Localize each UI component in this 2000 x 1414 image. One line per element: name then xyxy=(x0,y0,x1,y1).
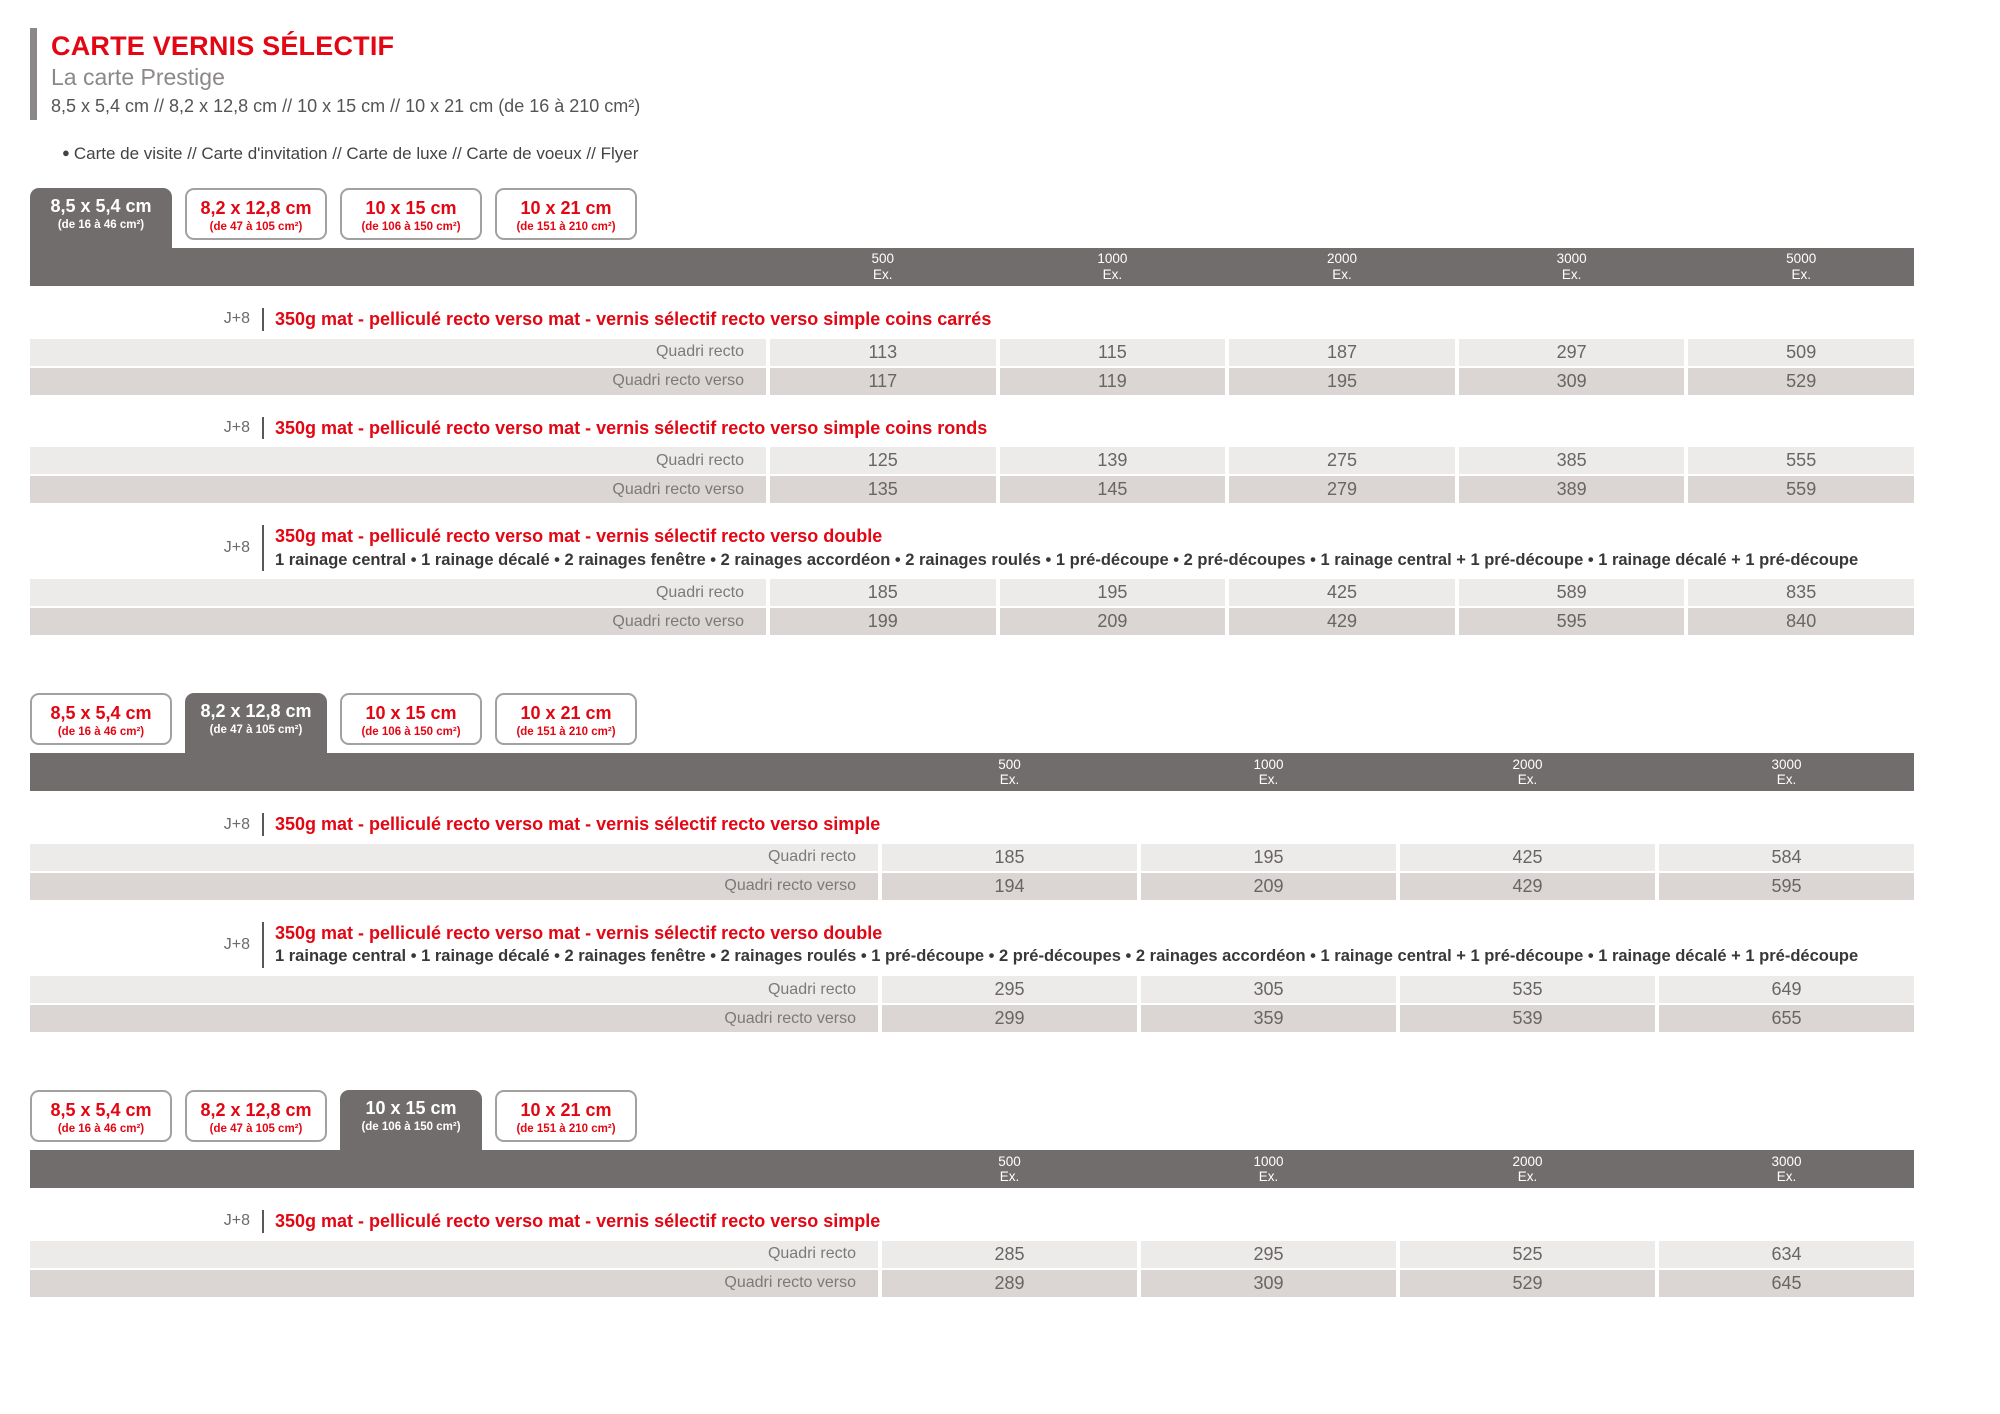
price-cell xyxy=(1659,844,1914,871)
quantity-value: 3000 xyxy=(1771,756,1802,772)
quantity-unit: Ex. xyxy=(999,772,1020,788)
row-label-text: Quadri recto xyxy=(767,1245,856,1263)
price-cell xyxy=(882,976,1137,1003)
product-title: 350g mat - pelliculé recto verso mat - vernis sélectif recto verso simple xyxy=(275,814,881,835)
row-label-text: Quadri recto verso xyxy=(612,372,744,389)
price-value: 429 xyxy=(1326,611,1358,632)
quantity-unit: Ex. xyxy=(1561,267,1582,282)
price-cell xyxy=(1659,1270,1914,1297)
price-cell xyxy=(1229,447,1455,474)
product-header xyxy=(30,525,1914,571)
quantity-column-header xyxy=(1459,251,1685,282)
price-cell xyxy=(882,844,1137,871)
product-block xyxy=(30,308,1914,395)
price-value: 117 xyxy=(868,370,898,391)
quantity-unit: Ex. xyxy=(1332,267,1352,282)
quantity-column-header xyxy=(1400,1154,1655,1185)
size-tab-0-active[interactable] xyxy=(30,188,172,248)
product-description xyxy=(262,308,991,331)
price-value: 529 xyxy=(1786,370,1817,391)
size-tab-3[interactable] xyxy=(495,1090,637,1142)
delay-label: J+8 xyxy=(223,539,250,557)
price-cell xyxy=(770,368,996,395)
product-header xyxy=(30,813,1914,836)
quantity-value: 1000 xyxy=(1253,756,1284,772)
price-value: 425 xyxy=(1512,846,1543,867)
price-value: 649 xyxy=(1771,979,1802,1000)
tab-size-label: 8,5 x 5,4 cm xyxy=(50,1100,152,1121)
price-cell xyxy=(1000,339,1226,366)
quantity-value: 3000 xyxy=(1556,251,1587,267)
product-header xyxy=(30,308,1914,331)
quantity-unit: Ex. xyxy=(1517,1169,1538,1185)
price-value: 835 xyxy=(1786,582,1817,603)
price-value: 295 xyxy=(994,979,1025,1000)
quantity-value: 2000 xyxy=(1512,756,1543,772)
tab-size-label: 10 x 21 cm xyxy=(520,703,612,724)
tab-range-label: (de 16 à 46 cm²) xyxy=(57,218,145,231)
price-value: 113 xyxy=(868,341,898,362)
product-title: 350g mat - pelliculé recto verso mat - vernis sélectif recto verso double xyxy=(275,526,883,546)
row-label-text: Quadri recto xyxy=(655,583,744,601)
tab-size-label: 8,2 x 12,8 cm xyxy=(200,1100,312,1121)
row-label-text: Quadri recto verso xyxy=(724,877,856,895)
price-cell xyxy=(1141,1005,1396,1032)
quantity-column-header xyxy=(1400,757,1655,788)
price-cell xyxy=(1659,976,1914,1003)
price-value: 425 xyxy=(1326,582,1358,603)
row-label-text: Quadri recto verso xyxy=(612,612,744,630)
price-value: 655 xyxy=(1771,1008,1802,1029)
price-value: 185 xyxy=(994,846,1025,867)
product-title: 350g mat - pelliculé recto verso mat - vernis sélectif recto verso simple xyxy=(275,1211,881,1232)
price-cell xyxy=(1688,368,1914,395)
price-cell xyxy=(1659,873,1914,900)
price-cell xyxy=(1400,873,1655,900)
price-value: 305 xyxy=(1253,979,1284,1000)
tab-range-label: (de 106 à 150 cm²) xyxy=(361,220,461,233)
price-value: 309 xyxy=(1253,1272,1284,1293)
row-label-text: Quadri recto xyxy=(655,343,744,360)
price-cell xyxy=(1141,873,1396,900)
size-tab-0[interactable] xyxy=(30,1090,172,1142)
price-cell xyxy=(1141,1270,1396,1297)
row-label xyxy=(30,608,766,635)
product-description xyxy=(262,525,1858,571)
size-tab-3[interactable] xyxy=(495,693,637,745)
product-description xyxy=(262,1210,880,1233)
row-label xyxy=(30,1241,878,1268)
price-value: 584 xyxy=(1771,846,1802,867)
price-value: 279 xyxy=(1326,479,1358,499)
tab-range-label: (de 47 à 105 cm²) xyxy=(209,220,303,233)
price-cell xyxy=(1688,447,1914,474)
price-cell xyxy=(1000,579,1226,606)
row-label-text: Quadri recto xyxy=(767,980,856,998)
price-value: 125 xyxy=(867,450,898,470)
price-cell xyxy=(1459,368,1685,395)
tab-size-label: 8,5 x 5,4 cm xyxy=(50,196,152,216)
row-label xyxy=(30,1270,878,1297)
price-cell xyxy=(1459,579,1685,606)
applications-text: Carte de visite // Carte d'invitation // Carte de luxe // Carte de voeux // Flyer xyxy=(73,144,639,163)
price-value: 275 xyxy=(1326,450,1358,470)
tab-range-label: (de 16 à 46 cm²) xyxy=(57,725,145,738)
quantity-value: 500 xyxy=(998,1153,1021,1169)
size-tab-2[interactable] xyxy=(340,188,482,240)
applications-line xyxy=(62,144,2000,164)
price-row xyxy=(30,873,1914,900)
price-value: 389 xyxy=(1556,479,1587,499)
row-label xyxy=(30,976,878,1003)
size-section-2 xyxy=(30,1090,1914,1297)
row-label-text: Quadri recto xyxy=(655,451,744,469)
tab-size-label: 10 x 21 cm xyxy=(520,198,612,218)
price-cell xyxy=(1000,608,1226,635)
price-cell xyxy=(770,476,996,503)
price-value: 840 xyxy=(1786,611,1817,632)
product-options: 1 rainage central • 1 rainage décalé • 2 rainages fenêtre • 2 rainages accordéon • 2 rainages roulés • 1 pré-découpe • 2 pré-découpes • 1 rainage central + 1 pré-découpe • 1 rainage décalé + 1 pré-découpe xyxy=(275,550,1859,569)
price-cell xyxy=(882,1005,1137,1032)
product-description xyxy=(262,417,987,440)
product-block xyxy=(30,525,1914,635)
size-tab-2[interactable] xyxy=(340,693,482,745)
quantity-value: 500 xyxy=(871,251,895,267)
delay-label: J+8 xyxy=(223,310,250,328)
price-cell xyxy=(1659,1005,1914,1032)
price-value: 195 xyxy=(1253,846,1284,867)
price-cell xyxy=(1400,844,1655,871)
price-value: 429 xyxy=(1512,875,1543,896)
price-cell xyxy=(1000,447,1226,474)
price-value: 285 xyxy=(994,1243,1025,1264)
row-label xyxy=(30,873,878,900)
size-tab-0[interactable] xyxy=(30,693,172,745)
size-tabs xyxy=(30,1090,1914,1150)
product-header xyxy=(30,1210,1914,1233)
tab-size-label: 10 x 15 cm xyxy=(365,198,457,218)
tab-size-label: 10 x 21 cm xyxy=(520,1100,612,1121)
price-row xyxy=(30,476,1914,503)
price-value: 645 xyxy=(1771,1272,1802,1293)
size-tab-1-active[interactable] xyxy=(185,693,327,753)
price-value: 195 xyxy=(1326,370,1358,391)
size-tab-1[interactable] xyxy=(185,1090,327,1142)
quantity-unit: Ex. xyxy=(1258,1169,1279,1185)
quantity-column-header xyxy=(770,251,996,282)
tab-range-label: (de 151 à 210 cm²) xyxy=(516,725,616,738)
quantity-column-header xyxy=(1000,251,1226,282)
row-label xyxy=(30,579,766,606)
row-label xyxy=(30,339,766,366)
quantity-unit: Ex. xyxy=(1776,1169,1797,1185)
price-value: 309 xyxy=(1556,370,1587,391)
price-value: 209 xyxy=(1253,875,1284,896)
quantity-value: 1000 xyxy=(1253,1153,1284,1169)
quantity-column-header xyxy=(882,1154,1137,1185)
quantity-column-header xyxy=(1229,251,1455,282)
product-title: 350g mat - pelliculé recto verso mat - vernis sélectif recto verso simple coins carrés xyxy=(275,309,992,329)
price-value: 525 xyxy=(1512,1243,1543,1264)
price-cell xyxy=(882,1241,1137,1268)
tab-size-label: 8,2 x 12,8 cm xyxy=(200,701,312,722)
price-row xyxy=(30,1241,1914,1268)
quantity-unit: Ex. xyxy=(1791,267,1811,282)
price-row xyxy=(30,339,1914,366)
price-row xyxy=(30,844,1914,871)
price-value: 119 xyxy=(1098,370,1127,391)
tab-size-label: 10 x 15 cm xyxy=(365,1098,457,1119)
price-value: 187 xyxy=(1326,341,1358,362)
price-cell xyxy=(1688,579,1914,606)
price-cell xyxy=(1400,1270,1655,1297)
price-value: 295 xyxy=(1253,1243,1284,1264)
price-cell xyxy=(1229,368,1455,395)
price-cell xyxy=(1400,1005,1655,1032)
quantity-header-bar xyxy=(30,1150,1914,1188)
row-label xyxy=(30,476,766,503)
title-block xyxy=(30,28,2000,120)
tab-range-label: (de 16 à 46 cm²) xyxy=(57,1122,145,1135)
price-cell xyxy=(1141,1241,1396,1268)
price-cell xyxy=(770,608,996,635)
price-value: 634 xyxy=(1771,1243,1802,1264)
price-value: 145 xyxy=(1097,479,1128,499)
price-value: 535 xyxy=(1512,979,1543,1000)
price-value: 509 xyxy=(1786,341,1817,362)
price-cell xyxy=(882,873,1137,900)
tab-range-label: (de 47 à 105 cm²) xyxy=(209,1122,303,1135)
product-block xyxy=(30,813,1914,900)
row-label-text: Quadri recto xyxy=(767,848,856,866)
product-title: 350g mat - pelliculé recto verso mat - vernis sélectif recto verso double xyxy=(275,922,883,943)
tab-range-label: (de 151 à 210 cm²) xyxy=(516,1122,616,1135)
quantity-value: 5000 xyxy=(1786,251,1817,267)
price-cell xyxy=(1229,339,1455,366)
price-value: 529 xyxy=(1512,1272,1543,1293)
price-cell xyxy=(882,1270,1137,1297)
quantity-column-header xyxy=(1688,251,1914,282)
price-cell xyxy=(770,447,996,474)
price-row xyxy=(30,368,1914,395)
delay-label: J+8 xyxy=(223,815,250,833)
price-cell xyxy=(1459,447,1685,474)
price-row xyxy=(30,447,1914,474)
quantity-unit: Ex. xyxy=(1776,772,1797,788)
product-description xyxy=(262,813,880,836)
quantity-unit: Ex. xyxy=(1102,267,1123,282)
quantity-column-header xyxy=(1659,757,1914,788)
price-cell xyxy=(1459,608,1685,635)
price-cell xyxy=(1688,339,1914,366)
price-value: 555 xyxy=(1786,450,1817,470)
row-label xyxy=(30,844,878,871)
size-tab-2-active[interactable] xyxy=(340,1090,482,1150)
product-header xyxy=(30,922,1914,968)
price-value: 299 xyxy=(994,1008,1025,1029)
delay-label: J+8 xyxy=(223,418,250,436)
quantity-column-header xyxy=(1659,1154,1914,1185)
product-block xyxy=(30,922,1914,1032)
row-label xyxy=(30,368,766,395)
row-label-text: Quadri recto verso xyxy=(724,1009,856,1027)
price-row xyxy=(30,1270,1914,1297)
tab-range-label: (de 151 à 210 cm²) xyxy=(516,220,616,233)
price-value: 199 xyxy=(867,611,898,632)
price-value: 289 xyxy=(994,1272,1025,1293)
product-block xyxy=(30,1210,1914,1297)
size-tabs xyxy=(30,693,1914,753)
bullet-icon: ● xyxy=(62,145,70,160)
price-cell xyxy=(1459,476,1685,503)
price-cell xyxy=(1141,844,1396,871)
quantity-value: 2000 xyxy=(1326,251,1358,267)
product-title: 350g mat - pelliculé recto verso mat - vernis sélectif recto verso simple coins ronds xyxy=(275,417,988,438)
price-value: 385 xyxy=(1556,450,1587,470)
row-label xyxy=(30,447,766,474)
price-value: 359 xyxy=(1253,1008,1284,1029)
tab-size-label: 8,5 x 5,4 cm xyxy=(50,703,152,724)
price-value: 297 xyxy=(1556,341,1587,362)
quantity-value: 1000 xyxy=(1097,251,1128,267)
price-value: 589 xyxy=(1556,582,1587,603)
price-value: 139 xyxy=(1097,450,1128,470)
price-cell xyxy=(1229,476,1455,503)
product-options: 1 rainage central • 1 rainage décalé • 2 rainages fenêtre • 2 rainages roulés • 1 pré-découpe • 2 pré-découpes • 2 rainages accordéon • 1 rainage central + 1 pré-découpe • 1 rainage décalé + 1 pré-découpe xyxy=(275,947,1859,966)
price-cell xyxy=(770,339,996,366)
price-value: 559 xyxy=(1786,479,1817,499)
quantity-value: 3000 xyxy=(1771,1153,1802,1169)
price-cell xyxy=(1659,1241,1914,1268)
price-value: 539 xyxy=(1512,1008,1543,1029)
quantity-unit: Ex. xyxy=(1258,772,1279,788)
formats-line: 8,5 x 5,4 cm // 8,2 x 12,8 cm // 10 x 15 cm // 10 x 21 cm (de 16 à 210 cm²) xyxy=(51,96,641,116)
quantity-unit: Ex. xyxy=(999,1169,1020,1185)
price-value: 595 xyxy=(1556,611,1587,632)
price-cell xyxy=(1229,579,1455,606)
product-header xyxy=(30,417,1914,440)
size-tab-3[interactable] xyxy=(495,188,637,240)
price-value: 209 xyxy=(1097,611,1128,632)
quantity-column-header xyxy=(1141,1154,1396,1185)
price-cell xyxy=(1459,339,1685,366)
size-section-1 xyxy=(30,693,1914,1032)
tab-size-label: 8,2 x 12,8 cm xyxy=(200,198,312,218)
price-cell xyxy=(1688,608,1914,635)
product-block xyxy=(30,417,1914,504)
price-cell xyxy=(1400,976,1655,1003)
price-value: 185 xyxy=(867,582,898,603)
price-row xyxy=(30,1005,1914,1032)
row-label-text: Quadri recto verso xyxy=(612,480,744,498)
price-value: 595 xyxy=(1771,875,1802,896)
delay-label: J+8 xyxy=(223,1212,250,1230)
quantity-value: 2000 xyxy=(1512,1153,1543,1169)
price-cell xyxy=(1141,976,1396,1003)
size-tabs xyxy=(30,188,1914,248)
row-label-text: Quadri recto verso xyxy=(724,1274,856,1292)
page-title: CARTE VERNIS SÉLECTIF xyxy=(51,31,395,61)
price-cell xyxy=(770,579,996,606)
price-cell xyxy=(1400,1241,1655,1268)
size-section-0 xyxy=(30,188,1914,635)
quantity-column-header xyxy=(1141,757,1396,788)
price-value: 115 xyxy=(1098,341,1127,362)
quantity-unit: Ex. xyxy=(1517,772,1538,788)
price-cell xyxy=(1688,476,1914,503)
price-row xyxy=(30,579,1914,606)
size-tab-1[interactable] xyxy=(185,188,327,240)
page-subtitle: La carte Prestige xyxy=(51,64,225,90)
price-row xyxy=(30,608,1914,635)
quantity-header-bar xyxy=(30,248,1914,286)
price-cell xyxy=(1000,368,1226,395)
page-header xyxy=(0,0,2000,164)
price-row xyxy=(30,976,1914,1003)
price-cell xyxy=(1000,476,1226,503)
tab-range-label: (de 106 à 150 cm²) xyxy=(361,1120,461,1133)
quantity-header-bar xyxy=(30,753,1914,791)
quantity-unit: Ex. xyxy=(873,267,893,282)
product-description xyxy=(262,922,1858,968)
price-cell xyxy=(1229,608,1455,635)
price-sections xyxy=(0,188,2000,1297)
price-value: 135 xyxy=(867,479,898,499)
price-value: 194 xyxy=(994,875,1025,896)
tab-range-label: (de 47 à 105 cm²) xyxy=(209,723,303,736)
price-value: 195 xyxy=(1097,582,1128,603)
tab-range-label: (de 106 à 150 cm²) xyxy=(361,725,461,738)
quantity-column-header xyxy=(882,757,1137,788)
delay-label: J+8 xyxy=(223,935,250,953)
tab-size-label: 10 x 15 cm xyxy=(365,703,457,724)
row-label xyxy=(30,1005,878,1032)
quantity-value: 500 xyxy=(998,756,1021,772)
